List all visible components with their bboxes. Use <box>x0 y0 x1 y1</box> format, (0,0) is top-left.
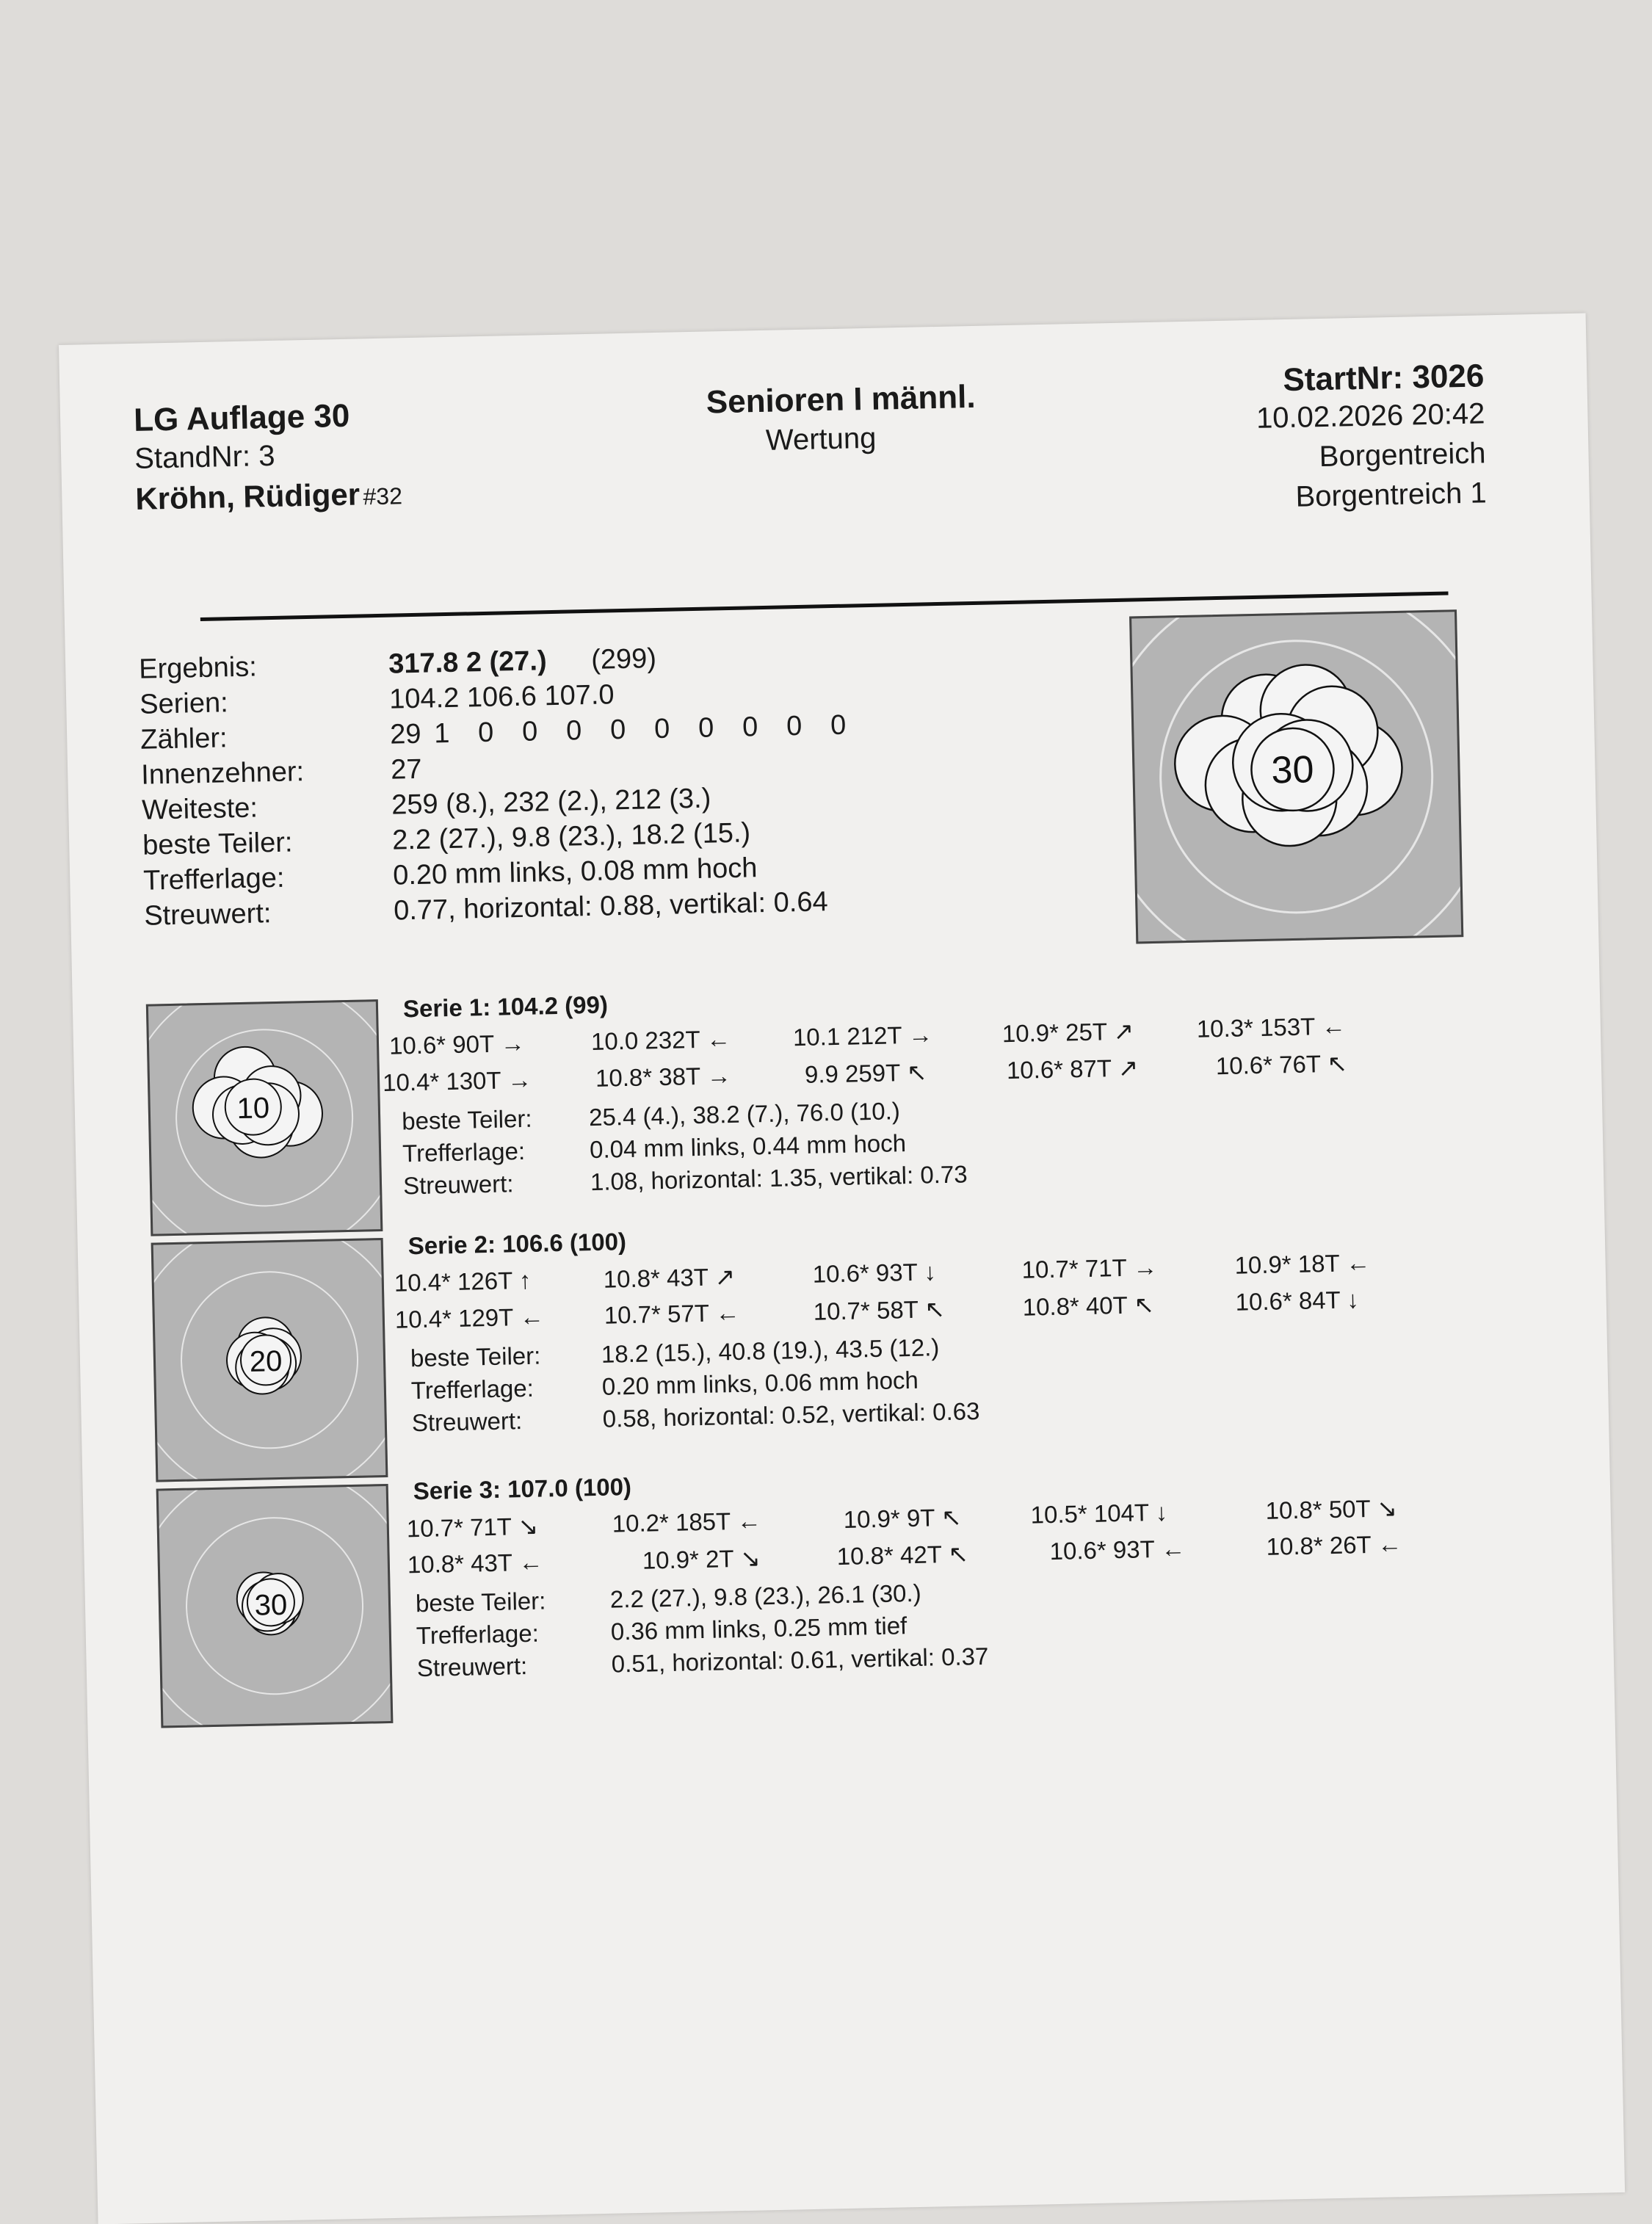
shot: 10.8* 50T ↘ <box>1265 1494 1398 1524</box>
series-1-values <box>589 1093 968 1198</box>
ergebnis-value: 317.8 2 (27.) <box>388 645 548 680</box>
score-sheet <box>59 313 1625 2224</box>
shot: 10.4* 126T ↑ <box>394 1266 532 1297</box>
series-3-beste-teiler: 2.2 (27.), 9.8 (23.), 26.1 (30.) <box>609 1579 921 1613</box>
label-ergebnis: Ergebnis: <box>138 651 258 685</box>
shooter-name: Kröhn, Rüdiger <box>134 477 361 516</box>
zaehler-count: 0 <box>477 717 494 749</box>
shot: 10.0 232T ← <box>590 1025 731 1056</box>
series-2-streuwert: 0.58, horizontal: 0.52, vertikal: 0.63 <box>602 1397 980 1432</box>
shot: 10.7* 71T → <box>1021 1253 1158 1283</box>
streuwert-value: 0.77, horizontal: 0.88, vertikal: 0.64 <box>393 886 829 927</box>
series-1-label-trefferlage: Trefferlage: <box>402 1137 526 1167</box>
series-2-values <box>601 1330 979 1435</box>
discipline-title: LG Auflage 30 <box>133 397 350 438</box>
series-3-values <box>609 1576 988 1681</box>
shot: 10.8* 43T ← <box>407 1548 543 1579</box>
summary-target-label: 30 <box>1270 748 1315 792</box>
zaehler-count: 0 <box>786 710 803 742</box>
series-2-target <box>151 1238 388 1482</box>
shot: 10.4* 130T → <box>382 1065 532 1096</box>
serien-value: 104.2 106.6 107.0 <box>388 679 615 715</box>
label-streuwert: Streuwert: <box>143 898 272 932</box>
series-2-label-streuwert: Streuwert: <box>411 1407 523 1437</box>
zaehler-count: 0 <box>521 716 538 747</box>
shot: 10.3* 153T ← <box>1196 1012 1347 1043</box>
label-trefferlage: Trefferlage: <box>142 862 285 897</box>
class-title: Senioren I männl. <box>706 378 977 421</box>
zaehler-count: 29 <box>389 718 421 750</box>
label-innenzehner: Innenzehner: <box>140 756 305 791</box>
series-3-label-beste-teiler: beste Teiler: <box>415 1587 546 1618</box>
series-2-label-trefferlage: Trefferlage: <box>410 1374 535 1405</box>
club: Borgentreich <box>1319 437 1486 474</box>
club-team: Borgentreich 1 <box>1295 477 1488 513</box>
label-weiteste: Weiteste: <box>141 792 258 826</box>
zaehler-count: 0 <box>565 715 582 747</box>
zaehler-count: 0 <box>830 709 847 742</box>
series-1-labels <box>402 1103 534 1203</box>
ergebnis-extra: (299) <box>590 643 657 675</box>
start-number: StartNr: 3026 <box>1282 358 1485 399</box>
shot: 10.6* 84T ↓ <box>1235 1286 1360 1316</box>
summary-values <box>388 637 879 929</box>
series-1-beste-teiler: 25.4 (4.), 38.2 (7.), 76.0 (10.) <box>588 1097 901 1131</box>
label-zaehler: Zähler: <box>140 722 228 756</box>
mode-label: Wertung <box>765 421 877 457</box>
zaehler-count: 0 <box>609 714 626 746</box>
series-2-label-beste-teiler: beste Teiler: <box>410 1341 541 1372</box>
label-serien: Serien: <box>139 687 229 720</box>
shot: 10.6* 76T ↖ <box>1215 1049 1348 1080</box>
beste-teiler-value: 2.2 (27.), 9.8 (23.), 18.2 (15.) <box>391 817 751 856</box>
series-1-label-streuwert: Streuwert: <box>402 1170 514 1200</box>
series-3-streuwert: 0.51, horizontal: 0.61, vertikal: 0.37 <box>611 1642 989 1678</box>
series-2-labels <box>410 1340 543 1440</box>
zaehler-count: 0 <box>653 713 670 745</box>
shot: 10.7* 71T ↘ <box>406 1512 539 1543</box>
zaehler-count: 1 <box>433 717 450 750</box>
shot: 10.9* 9T ↖ <box>843 1503 963 1533</box>
shooter-id: #32 <box>363 482 403 510</box>
series-2-title: Serie 2: 106.6 (100) <box>407 1228 627 1260</box>
shot: 10.9* 18T ← <box>1234 1248 1371 1279</box>
shot: 10.2* 185T ← <box>612 1507 762 1537</box>
stand-number: StandNr: 3 <box>134 439 275 475</box>
zaehler-count: 0 <box>742 711 758 743</box>
shot: 10.6* 93T ← <box>1049 1535 1186 1565</box>
summary-labels <box>139 648 308 934</box>
datetime: 10.02.2026 20:42 <box>1256 397 1485 435</box>
shooter <box>135 476 402 517</box>
series-1-target <box>146 999 383 1236</box>
shot: 10.8* 43T ↗ <box>603 1262 736 1293</box>
series-1-target-label: 10 <box>236 1092 270 1126</box>
shot: 9.9 259T ↖ <box>804 1058 927 1088</box>
shot: 10.8* 42T ↖ <box>836 1540 969 1571</box>
shot: 10.7* 57T ← <box>604 1298 740 1329</box>
series-3-label-trefferlage: Trefferlage: <box>416 1619 540 1650</box>
series-1-title: Serie 1: 104.2 (99) <box>402 990 609 1023</box>
weiteste-value: 259 (8.), 232 (2.), 212 (3.) <box>391 783 711 821</box>
innenzehner-value: 27 <box>390 753 422 786</box>
trefferlage-value: 0.20 mm links, 0.08 mm hoch <box>392 852 758 891</box>
shot: 10.8* 26T ← <box>1266 1530 1402 1560</box>
series-3-target-label: 30 <box>254 1588 288 1622</box>
series-2-target-label: 20 <box>249 1344 283 1378</box>
series-3-trefferlage: 0.36 mm links, 0.25 mm tief <box>610 1612 907 1645</box>
series-3-title: Serie 3: 107.0 (100) <box>413 1473 632 1505</box>
shot: 10.6* 93T ↓ <box>812 1258 937 1288</box>
zaehler-count: 0 <box>698 712 714 744</box>
series-1-trefferlage: 0.04 mm links, 0.44 mm hoch <box>589 1129 907 1164</box>
series-1-label-beste-teiler: beste Teiler: <box>401 1104 532 1135</box>
shot: 10.4* 129T ← <box>394 1303 545 1333</box>
shot: 10.6* 90T → <box>388 1029 526 1060</box>
shot: 10.7* 58T ↖ <box>813 1295 946 1325</box>
series-3-label-streuwert: Streuwert: <box>416 1652 528 1682</box>
shot: 10.9* 2T ↘ <box>642 1544 761 1574</box>
shot: 10.8* 38T → <box>595 1062 732 1092</box>
series-3-labels <box>416 1584 548 1684</box>
label-beste-teiler: beste Teiler: <box>142 827 293 861</box>
shot: 10.6* 87T ↗ <box>1006 1054 1139 1084</box>
series-2-trefferlage: 0.20 mm links, 0.06 mm hoch <box>601 1366 919 1400</box>
series-2-beste-teiler: 18.2 (15.), 40.8 (19.), 43.5 (12.) <box>601 1333 940 1368</box>
series-3-target <box>156 1484 394 1728</box>
summary-target <box>1129 609 1463 943</box>
shot: 10.5* 104T ↓ <box>1030 1498 1168 1529</box>
shot: 10.8* 40T ↖ <box>1022 1291 1155 1321</box>
shot: 10.9* 25T ↗ <box>1001 1017 1134 1048</box>
shot: 10.1 212T → <box>792 1021 933 1051</box>
series-1-streuwert: 1.08, horizontal: 1.35, vertikal: 0.73 <box>590 1160 968 1196</box>
